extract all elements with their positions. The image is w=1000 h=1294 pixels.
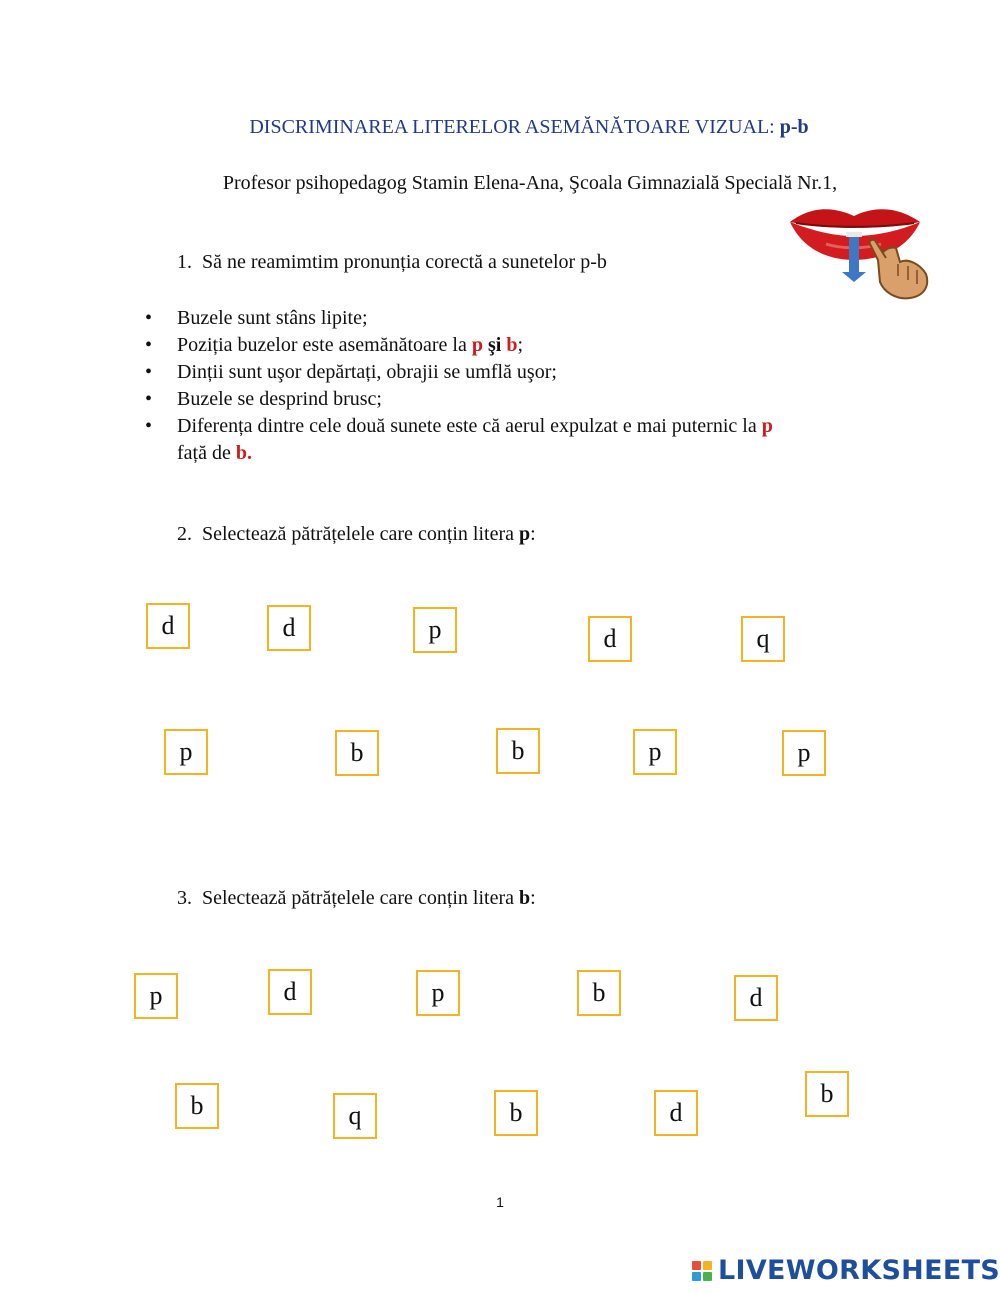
page-number: 1	[496, 1194, 504, 1210]
section-1-heading: 1. Să ne reamimtim pronunția corectă a sunetelor p-b	[177, 251, 607, 273]
pronunciation-bullets	[145, 305, 885, 467]
letter-box[interactable]: p	[416, 970, 460, 1016]
letter-box[interactable]: b	[805, 1071, 849, 1117]
letter-box[interactable]: d	[268, 969, 312, 1015]
letter-box[interactable]: p	[782, 730, 826, 776]
liveworksheets-logo-icon	[692, 1261, 712, 1281]
liveworksheets-logo: LIVEWORKSHEETS	[692, 1255, 1000, 1286]
letter-box[interactable]: p	[633, 729, 677, 775]
letter-box[interactable]: b	[175, 1083, 219, 1129]
page-title: DISCRIMINAREA LITERELOR ASEMĂNĂTOARE VIZUAL: p-b	[249, 116, 809, 138]
letter-box[interactable]: d	[146, 603, 190, 649]
bullet-item: • Dinții sunt uşor depărtați, obrajii se umflă uşor;	[145, 361, 557, 383]
letter-box[interactable]: d	[734, 975, 778, 1021]
letter-box[interactable]: p	[413, 607, 457, 653]
bullet-item: • Diferența dintre cele două sunete este că aerul expulzat e mai puternic la p față de b.	[145, 415, 773, 464]
author-line: Profesor psihopedagog Stamin Elena-Ana, Şcoala Gimnazială Specială Nr.1,	[222, 172, 838, 194]
lips-illustration	[786, 202, 936, 302]
letter-box[interactable]: b	[494, 1090, 538, 1136]
letter-box[interactable]: b	[577, 970, 621, 1016]
letter-box[interactable]: b	[496, 728, 540, 774]
section-3-heading: 3. Selectează pătrățelele care conțin litera b:	[177, 887, 536, 909]
letter-box[interactable]: q	[741, 616, 785, 662]
letter-box[interactable]: d	[654, 1090, 698, 1136]
letter-box[interactable]: b	[335, 730, 379, 776]
letter-box[interactable]: p	[164, 729, 208, 775]
letter-box[interactable]: d	[588, 616, 632, 662]
bullet-item: • Buzele sunt stâns lipite;	[145, 307, 368, 329]
letter-box[interactable]: p	[134, 973, 178, 1019]
bullet-item: • Poziția buzelor este asemănătoare la p şi b;	[145, 334, 524, 356]
section-2-heading: 2. Selectează pătrățelele care conțin litera p:	[177, 523, 536, 545]
letter-box[interactable]: q	[333, 1093, 377, 1139]
bullet-item: • Buzele se desprind brusc;	[145, 388, 382, 410]
letter-box[interactable]: d	[267, 605, 311, 651]
